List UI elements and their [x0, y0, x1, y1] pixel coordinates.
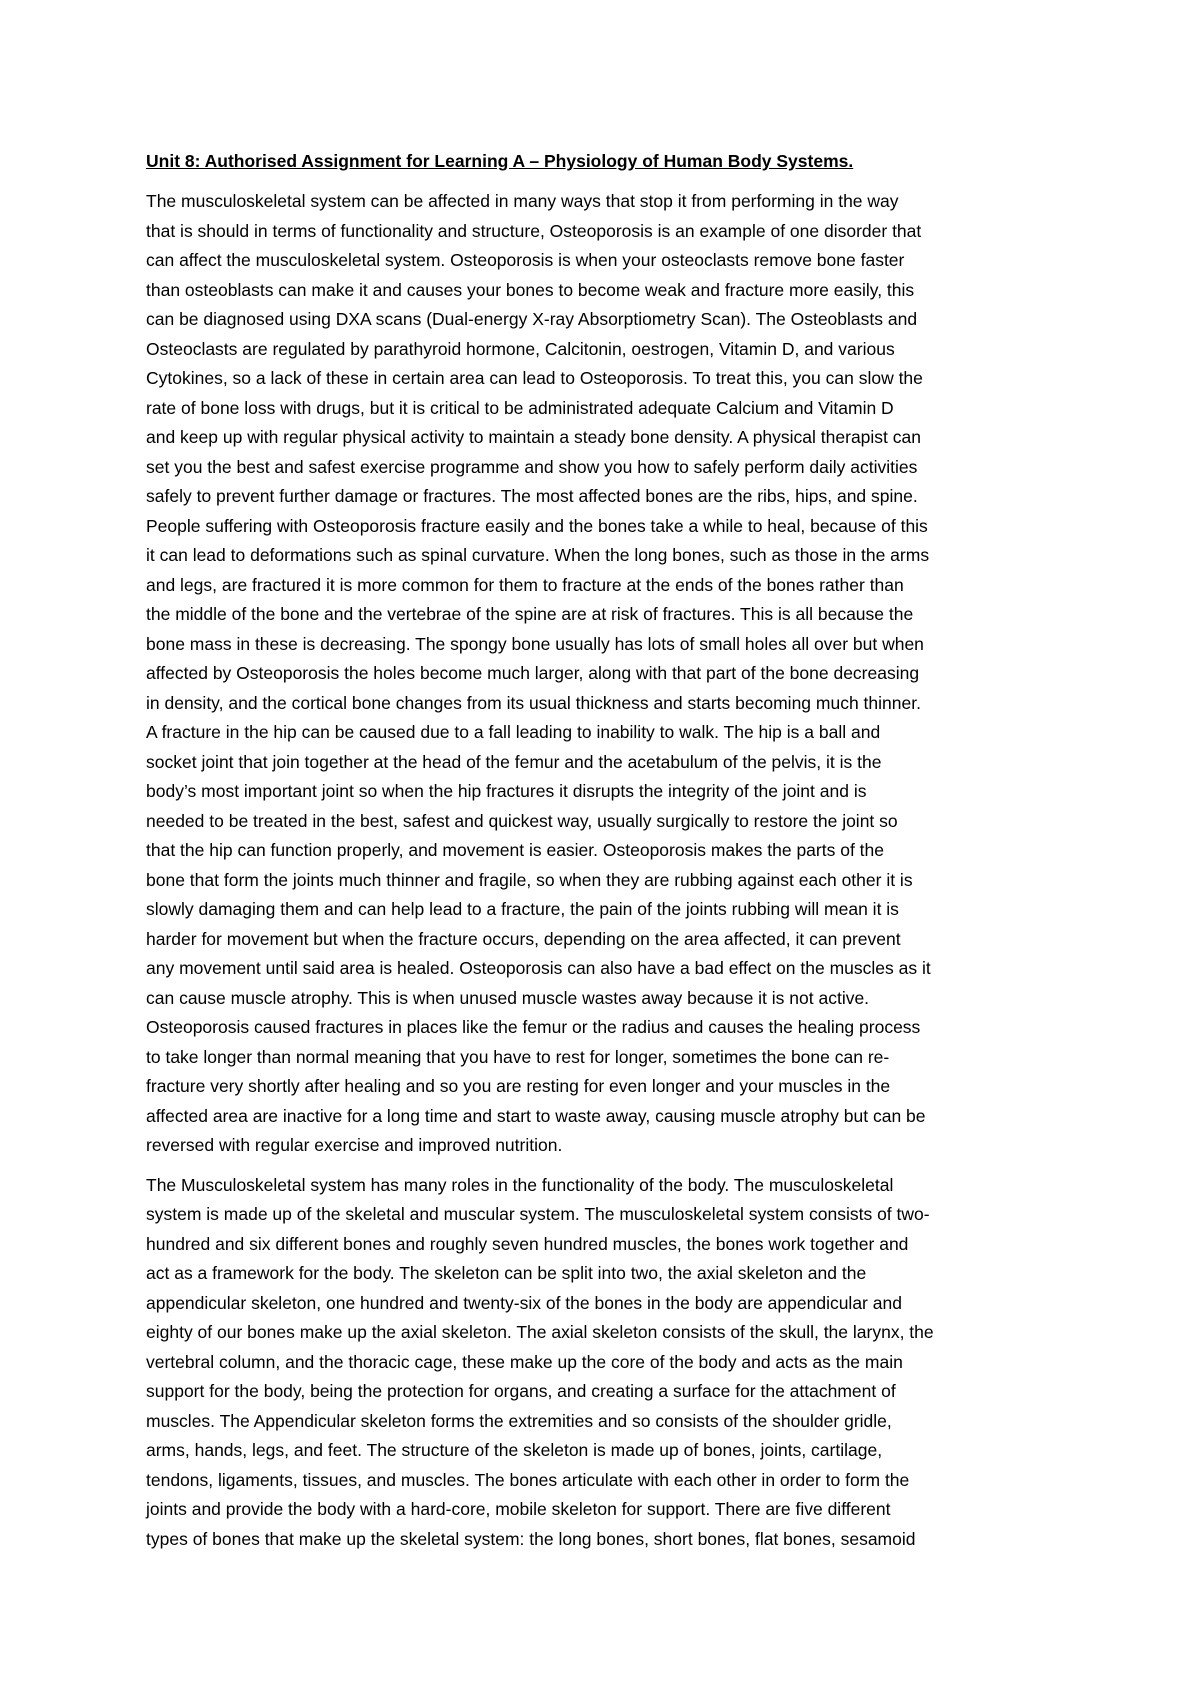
text-line: muscles. The Appendicular skeleton forms the extremities and so consists of the shoulder gridle, [146, 1410, 892, 1431]
text-line: slowly damaging them and can help lead to a fracture, the pain of the joints rubbing will mean it is [146, 899, 899, 919]
text-line: reversed with regular exercise and improved nutrition. [146, 1135, 563, 1155]
paragraph-container [146, 187, 1066, 1554]
text-line: tendons, ligaments, tissues, and muscles. The bones articulate with each other in order to form the [146, 1469, 910, 1490]
document-title: Unit 8: Authorised Assignment for Learning A – Physiology of Human Body Systems. [146, 151, 854, 171]
text-line: fracture very shortly after healing and so you are resting for even longer and your muscles in the [146, 1076, 891, 1096]
text-line: arms, hands, legs, and feet. The structure of the skeleton is made up of bones, joints, cartilage, [146, 1440, 883, 1460]
text-line: joints and provide the body with a hard-core, mobile skeleton for support. There are five different [146, 1499, 891, 1519]
text-line: body’s most important joint so when the hip fractures it disrupts the integrity of the joint and is [146, 781, 867, 801]
text-line: than osteoblasts can make it and causes your bones to become weak and fracture more easily, this [146, 279, 915, 300]
text-line: and keep up with regular physical activity to maintain a steady bone density. A physical therapist can [146, 427, 921, 447]
text-line: A fracture in the hip can be caused due to a fall leading to inability to walk. The hip is a ball and [146, 722, 881, 742]
text-line: that is should in terms of functionality and structure, Osteoporosis is an example of one disorder that [146, 220, 922, 241]
text-line: socket joint that join together at the head of the femur and the acetabulum of the pelvis, it is the [146, 751, 882, 772]
text-line: The Musculoskeletal system has many roles in the functionality of the body. The musculoskeletal [146, 1174, 894, 1195]
text-line: to take longer than normal meaning that you have to rest for longer, sometimes the bone can re- [146, 1046, 890, 1067]
text-line: act as a framework for the body. The skeleton can be split into two, the axial skeleton and the [146, 1263, 867, 1283]
text-line: needed to be treated in the best, safest and quickest way, usually surgically to restore the joint so [146, 810, 898, 831]
text-line: People suffering with Osteoporosis fracture easily and the bones take a while to heal, because of this [146, 515, 928, 536]
text-line: safely to prevent further damage or fractures. The most affected bones are the ribs, hips, and spine. [146, 486, 918, 506]
text-line: vertebral column, and the thoracic cage, these make up the core of the body and acts as the main [146, 1351, 903, 1372]
paragraph-2 [146, 1171, 1066, 1555]
text-line: appendicular skeleton, one hundred and twenty-six of the bones in the body are appendicular and [146, 1292, 902, 1313]
paragraph-1 [146, 187, 1066, 1161]
text-line: types of bones that make up the skeletal system: the long bones, short bones, flat bones, sesamoid [146, 1528, 916, 1549]
text-line: the middle of the bone and the vertebrae of the spine are at risk of fractures. This is all because the [146, 604, 914, 624]
text-line: and legs, are fractured it is more common for them to fracture at the ends of the bones rather than [146, 574, 904, 595]
text-line: support for the body, being the protection for organs, and creating a surface for the attachment of [146, 1381, 896, 1401]
text-line: harder for movement but when the fracture occurs, depending on the area affected, it can prevent [146, 928, 901, 949]
text-line: Osteoporosis caused fractures in places like the femur or the radius and causes the healing process [146, 1017, 921, 1037]
text-line: set you the best and safest exercise programme and show you how to safely perform daily activities [146, 456, 918, 477]
text-line: hundred and six different bones and roughly seven hundred muscles, the bones work together and [146, 1233, 909, 1254]
text-line: can cause muscle atrophy. This is when unused muscle wastes away because it is not active. [146, 987, 870, 1008]
text-line: eighty of our bones make up the axial skeleton. The axial skeleton consists of the skull, the larynx, the [146, 1322, 934, 1342]
text-line: affected area are inactive for a long time and start to waste away, causing muscle atrophy but can be [146, 1105, 926, 1126]
text-line: affected by Osteoporosis the holes become much larger, along with that part of the bone decreasing [146, 663, 920, 683]
text-line: any movement until said area is healed. Osteoporosis can also have a bad effect on the muscles as it [146, 958, 931, 978]
text-line: Osteoclasts are regulated by parathyroid hormone, Calcitonin, oestrogen, Vitamin D, and various [146, 338, 895, 359]
text-line: bone that form the joints much thinner and fragile, so when they are rubbing against each other it is [146, 869, 913, 890]
text-line: can be diagnosed using DXA scans (Dual-energy X-ray Absorptiometry Scan). The Osteoblasts and [146, 309, 918, 329]
text-line: that the hip can function properly, and movement is easier. Osteoporosis makes the parts of the [146, 840, 884, 860]
text-line: bone mass in these is decreasing. The spongy bone usually has lots of small holes all over but when [146, 633, 924, 654]
text-line: The musculoskeletal system can be affected in many ways that stop it from performing in the way [146, 191, 899, 211]
text-line: can affect the musculoskeletal system. Osteoporosis is when your osteoclasts remove bone faster [146, 250, 905, 270]
text-line: rate of bone loss with drugs, but it is critical to be administrated adequate Calcium and Vitamin D [146, 397, 894, 418]
document-body [146, 148, 1066, 1564]
text-line: Cytokines, so a lack of these in certain area can lead to Osteoporosis. To treat this, you can slow the [146, 368, 923, 388]
text-line: in density, and the cortical bone changes from its usual thickness and starts becoming much thinner. [146, 692, 921, 713]
text-line: it can lead to deformations such as spinal curvature. When the long bones, such as those in the arms [146, 545, 930, 565]
text-line: system is made up of the skeletal and muscular system. The musculoskeletal system consists of two- [146, 1204, 930, 1224]
